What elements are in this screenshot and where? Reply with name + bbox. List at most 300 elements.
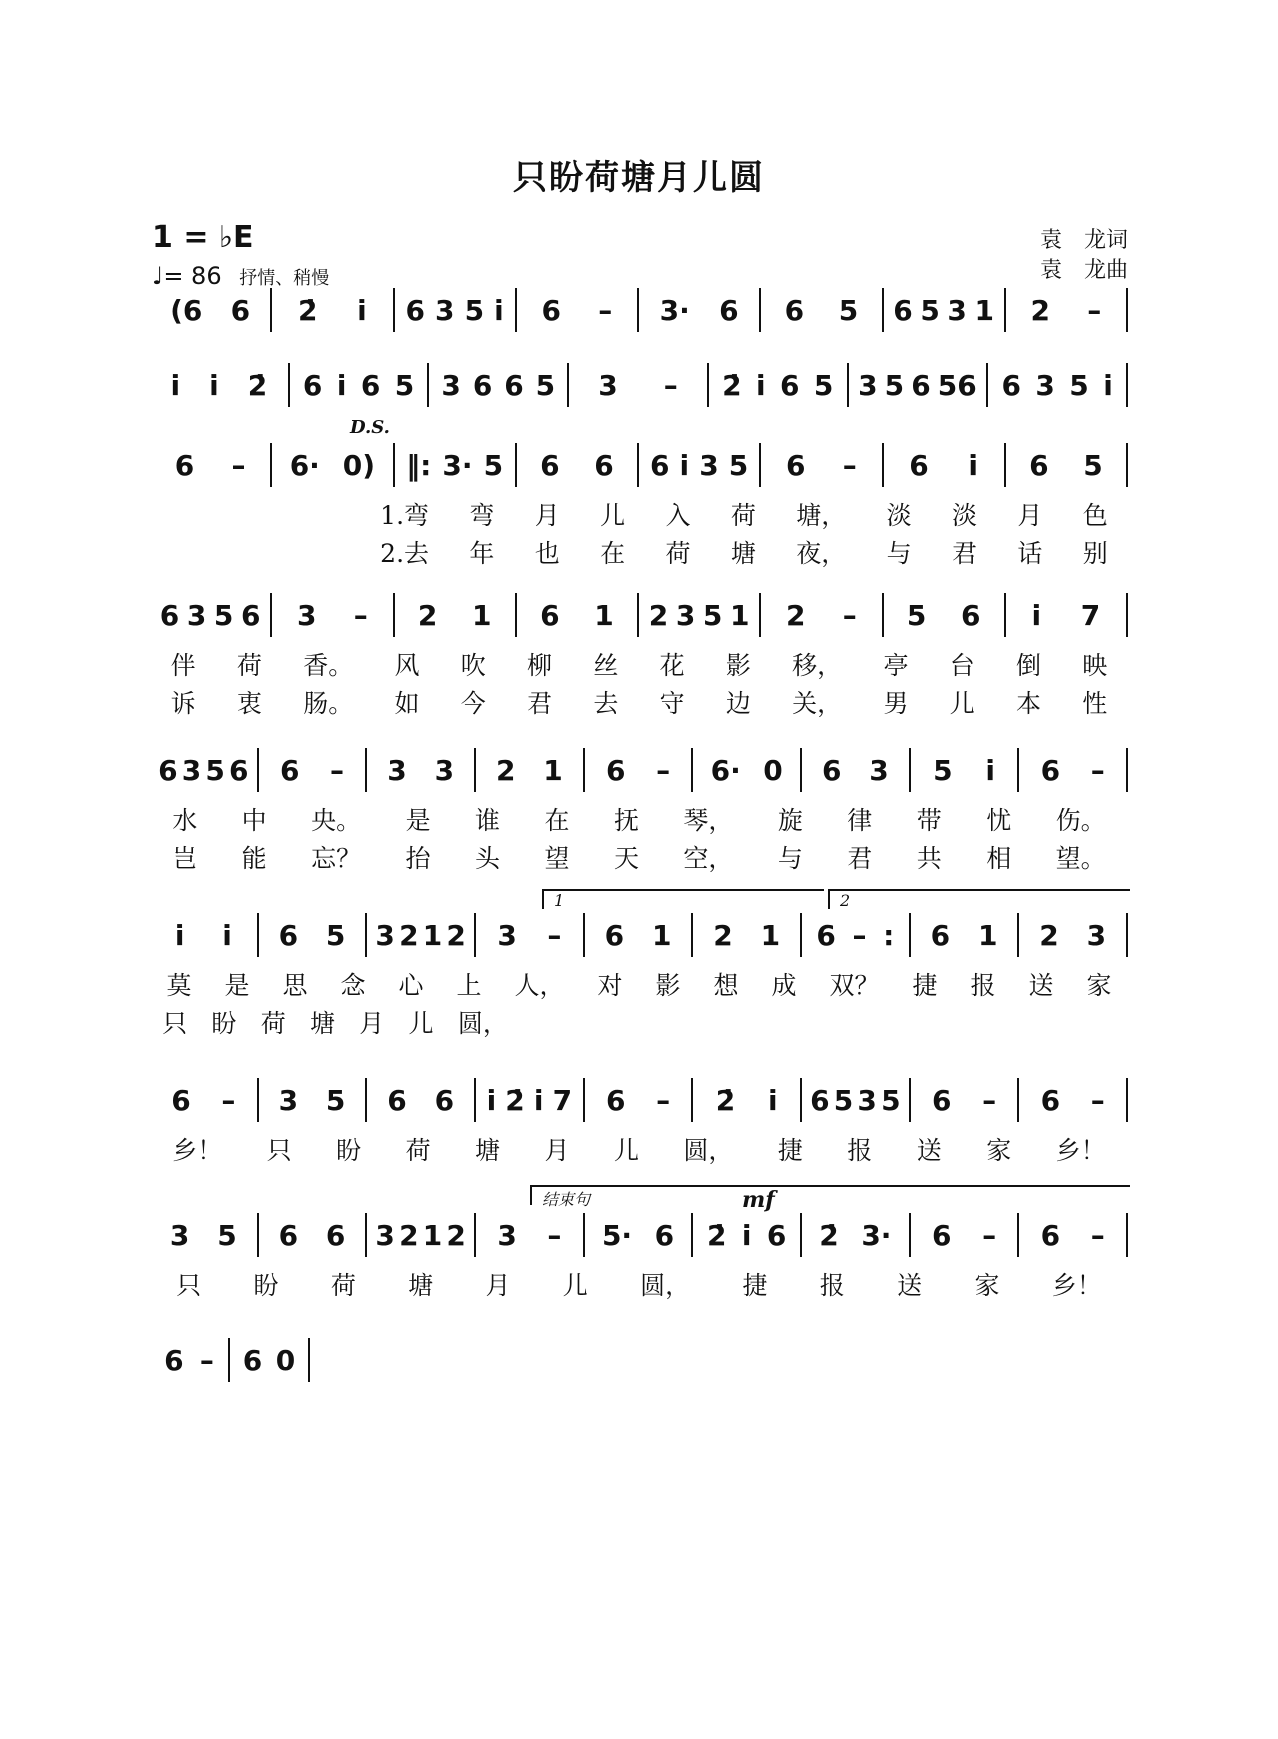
lyric-syllable: 荷	[330, 1271, 356, 1300]
measure	[230, 1344, 308, 1377]
note: 3	[375, 918, 395, 952]
note: 2	[399, 918, 419, 952]
note: 1	[977, 918, 998, 952]
lyric-syllable: 圆，	[640, 1271, 691, 1300]
lyric-syllable: 荷	[730, 501, 756, 530]
note: 5	[884, 368, 905, 402]
lyric-syllable: 心	[398, 971, 424, 1000]
note: 2	[446, 1218, 466, 1252]
lyric-syllable: 想	[713, 971, 739, 1000]
lyric-syllable: 年	[469, 539, 495, 568]
lyric-syllable: 诉	[170, 689, 196, 718]
notes-row	[150, 905, 1128, 965]
lyric-syllable: 律	[847, 806, 873, 835]
measure	[693, 754, 800, 787]
note: i̇	[486, 1083, 497, 1117]
lyric-syllable: 月	[359, 1009, 385, 1038]
note: 1	[974, 293, 994, 327]
note: 3	[169, 1218, 190, 1252]
measure	[761, 294, 881, 327]
lyric-syllable: 塘	[309, 1009, 335, 1038]
note: 1	[471, 598, 492, 632]
measure	[585, 754, 692, 787]
lyric-syllable: 弯	[469, 501, 495, 530]
note: i̇	[209, 368, 219, 402]
note: 2̇	[707, 1218, 727, 1252]
key-signature: 1 = ♭E	[152, 220, 254, 255]
notes-row	[150, 280, 1128, 340]
note: 6	[1029, 448, 1049, 482]
note: 2	[713, 918, 733, 952]
note: 1	[651, 918, 672, 952]
system-9	[150, 1330, 310, 1390]
lyric-syllable: 乡！	[1051, 1271, 1102, 1300]
note: 6	[654, 1218, 675, 1252]
measure	[1019, 1084, 1126, 1117]
note: –	[663, 368, 678, 402]
lyric-syllable: 色	[1082, 501, 1108, 530]
lyric-syllable: 儿	[408, 1009, 434, 1038]
measure	[150, 1344, 228, 1377]
note: –	[547, 918, 562, 952]
note: –	[982, 1083, 997, 1117]
note: 6	[911, 368, 931, 402]
note: 3	[497, 918, 517, 952]
lyric-syllable: 乡！	[172, 1136, 223, 1165]
note: 3	[296, 598, 317, 632]
note: –	[221, 1083, 236, 1117]
note: 5	[213, 598, 234, 632]
lyric-syllable: 伤。	[1055, 806, 1106, 835]
barline	[1126, 443, 1128, 487]
note: 6	[785, 448, 806, 482]
lyric-syllable: 忧	[986, 806, 1012, 835]
note: 3	[441, 368, 461, 402]
volta-2: 2	[828, 889, 1130, 909]
lyric-syllable: 人，	[514, 971, 565, 1000]
lyric-syllable: 是	[224, 971, 250, 1000]
note: 2	[648, 598, 669, 632]
measure	[709, 369, 847, 402]
measure	[395, 449, 515, 482]
note: 0	[275, 1343, 296, 1377]
lyric-syllable: 荷	[260, 1009, 286, 1038]
note: 3	[675, 598, 696, 632]
lyric-syllable: 盼	[253, 1271, 279, 1300]
note: 2	[1039, 918, 1059, 952]
note: 6	[909, 448, 929, 482]
measure	[150, 1084, 257, 1117]
lyric-syllable: 圆，	[457, 1009, 508, 1038]
lyric-syllable: 花	[659, 651, 685, 680]
measure	[585, 1219, 692, 1252]
measure	[272, 294, 392, 327]
note: 5	[813, 368, 834, 402]
lyric-syllable: 荷	[405, 1136, 431, 1165]
lyric-line-1	[150, 495, 1128, 533]
lyric-syllable: 共	[916, 844, 942, 873]
note: –	[1090, 753, 1105, 787]
note: 7	[552, 1083, 573, 1117]
lyric-syllable: 能	[241, 844, 267, 873]
note: 5	[838, 293, 859, 327]
measure	[1006, 449, 1126, 482]
note: (6	[170, 293, 203, 327]
lyric-syllable: 也	[534, 539, 560, 568]
note: 6	[821, 753, 842, 787]
note: –	[547, 1218, 562, 1252]
measure	[150, 919, 257, 952]
note: 7	[1080, 598, 1101, 632]
note: 2	[1030, 293, 1050, 327]
lyric-syllable: 带	[916, 806, 942, 835]
note: 3·	[861, 1218, 892, 1252]
measure	[150, 294, 270, 327]
note: 1	[422, 1218, 443, 1252]
lyric-syllable: 守	[659, 689, 685, 718]
lyric-syllable: 男	[883, 689, 909, 718]
measure	[988, 369, 1126, 402]
lyric-syllable: 圆，	[683, 1136, 734, 1165]
note: i̇	[679, 448, 690, 482]
measure	[802, 754, 909, 787]
measure	[911, 1084, 1018, 1117]
measure	[150, 369, 288, 402]
lyric-syllable: 影	[655, 971, 681, 1000]
system-3	[150, 417, 1128, 571]
note: –	[231, 448, 246, 482]
measure	[259, 1084, 366, 1117]
lyric-syllable: 盼	[336, 1136, 362, 1165]
notes-row	[150, 740, 1128, 800]
note: 2	[417, 598, 438, 632]
lyric-syllable: 与	[777, 844, 803, 873]
note: 6	[279, 753, 300, 787]
note: 1	[594, 598, 614, 632]
note: 6	[159, 598, 180, 632]
lyric-syllable: 衷	[236, 689, 262, 718]
lyric-syllable: 抬	[405, 844, 431, 873]
lyric-syllable: 风	[394, 651, 420, 680]
measure	[693, 1084, 800, 1117]
measure	[290, 369, 428, 402]
note: 5	[535, 368, 556, 402]
lyric-syllable: 柳	[527, 651, 553, 680]
measure	[802, 1219, 909, 1252]
system-8	[150, 1187, 1128, 1303]
measure	[517, 449, 637, 482]
measure	[517, 294, 637, 327]
note: 6	[540, 598, 560, 632]
lyric-syllable: 天	[613, 844, 639, 873]
lyric-line-2	[150, 683, 1128, 721]
note: i̇	[174, 918, 185, 952]
lyric-syllable: 抚	[613, 806, 639, 835]
measure	[884, 449, 1004, 482]
measure	[272, 599, 392, 632]
note: 2̇	[505, 1083, 525, 1117]
note: 5	[1069, 368, 1089, 402]
measure	[761, 599, 881, 632]
note: 5	[881, 1083, 901, 1117]
lyric-syllable: 荷	[236, 651, 262, 680]
lyric-syllable: 成	[771, 971, 797, 1000]
barline	[1126, 913, 1128, 957]
note: 6	[932, 1218, 952, 1252]
lyric-syllable: 边	[725, 689, 751, 718]
note: 1	[729, 598, 750, 632]
note: 3	[387, 753, 407, 787]
lyric-line-1	[150, 1265, 1128, 1303]
lyric-syllable: 话	[1017, 539, 1043, 568]
note: 3	[858, 368, 878, 402]
lyric-syllable: 琴，	[683, 806, 734, 835]
system-7	[150, 1070, 1128, 1168]
note: –	[1090, 1083, 1105, 1117]
lyric-syllable: 只	[266, 1136, 292, 1165]
barline	[1126, 593, 1128, 637]
barline	[1126, 363, 1128, 407]
note: 6	[504, 368, 524, 402]
note: 6	[719, 293, 739, 327]
note: 5	[394, 368, 415, 402]
note: 2̇	[247, 368, 268, 402]
lyric-syllable: 只	[162, 1009, 188, 1038]
lyric-syllable: 家	[1086, 971, 1112, 1000]
note: 5	[217, 1218, 237, 1252]
note: 6	[360, 368, 381, 402]
tempo-value: ♩= 86	[152, 262, 222, 290]
note: i̇	[336, 368, 347, 402]
lyric-syllable: 旋	[777, 806, 803, 835]
note: 6·	[289, 448, 320, 482]
note: ‖:	[406, 448, 432, 482]
lyric-syllable: 央。	[311, 806, 362, 835]
note: 5	[483, 448, 504, 482]
note: 3	[1086, 918, 1107, 952]
lyric-syllable: 儿	[562, 1271, 588, 1300]
lyric-syllable: 儿	[613, 1136, 639, 1165]
lyric-syllable: 思	[282, 971, 308, 1000]
measure	[911, 919, 1018, 952]
note: 5	[325, 1083, 346, 1117]
note: 5	[933, 753, 953, 787]
note: 6	[779, 368, 800, 402]
lyric-syllable: 捷	[742, 1271, 768, 1300]
lyric-syllable: 香。	[303, 651, 354, 680]
note: 6	[405, 293, 425, 327]
lyric-syllable: 月	[485, 1271, 511, 1300]
notes-row	[150, 435, 1128, 495]
note: i̇	[357, 293, 367, 327]
lyric-syllable: 对	[597, 971, 623, 1000]
measure	[272, 449, 392, 482]
lyric-syllable: 报	[819, 1271, 845, 1300]
notes-row	[150, 355, 1128, 415]
measure	[367, 919, 474, 952]
measure	[639, 449, 759, 482]
note: 1	[422, 918, 443, 952]
lyric-syllable: 送	[916, 1136, 942, 1165]
measure	[259, 1219, 366, 1252]
measure	[259, 754, 366, 787]
ds-marker: D.S.	[350, 417, 390, 438]
barline	[308, 1338, 310, 1382]
note: –	[656, 1083, 671, 1117]
note: 5·	[601, 1218, 633, 1252]
note: 0	[763, 753, 783, 787]
lyric-syllable: 本	[1016, 689, 1042, 718]
measure	[150, 599, 270, 632]
note: 3	[947, 293, 967, 327]
lyric-syllable: 塘	[475, 1136, 501, 1165]
note: –	[1087, 293, 1102, 327]
note: 6	[325, 1218, 346, 1252]
measure	[911, 1219, 1018, 1252]
system-6	[150, 891, 1128, 1041]
lyric-syllable: 望。	[1055, 844, 1106, 873]
note: 6	[242, 1343, 263, 1377]
lyric-line-2	[150, 533, 1128, 571]
lyric-syllable: 关，	[792, 689, 843, 718]
note: 6·	[710, 753, 741, 787]
measure	[884, 599, 1004, 632]
lyric-syllable: 淡	[952, 501, 978, 530]
note: 2̇	[722, 368, 742, 402]
note: –	[842, 448, 857, 482]
measure	[150, 1219, 257, 1252]
note: 3	[434, 753, 455, 787]
note: 6	[541, 293, 561, 327]
note: 6	[278, 918, 299, 952]
lyric-syllable: 1.弯	[380, 501, 430, 530]
note: 2	[446, 918, 466, 952]
note: –	[1090, 1218, 1105, 1252]
notes-row	[150, 1070, 1128, 1130]
measure	[517, 599, 637, 632]
note: 3	[857, 1083, 877, 1117]
system-5	[150, 740, 1128, 876]
composer: 袁 龙曲	[1039, 258, 1128, 283]
measure	[585, 1084, 692, 1117]
note: 5	[920, 293, 940, 327]
lyric-syllable: 双？	[829, 971, 880, 1000]
measure	[367, 754, 474, 787]
lyric-syllable: 倒	[1016, 651, 1042, 680]
lyric-syllable: 君	[952, 539, 978, 568]
tempo-marking: 抒情、稍慢	[239, 268, 330, 289]
note: –	[199, 1343, 214, 1377]
note: 6	[472, 368, 493, 402]
lyric-syllable: 丝	[593, 651, 619, 680]
note: 3	[181, 753, 202, 787]
note: 3	[497, 1218, 517, 1252]
lyric-syllable: 君	[527, 689, 553, 718]
measure	[367, 1084, 474, 1117]
lyric-syllable: 上	[456, 971, 482, 1000]
note: 6	[766, 1218, 787, 1252]
lyric-syllable: 月	[1017, 501, 1043, 530]
note: 5	[833, 1083, 854, 1117]
lyric-syllable: 念	[340, 971, 366, 1000]
notes-row	[150, 585, 1128, 645]
lyric-syllable: 望	[544, 844, 570, 873]
note: 6	[387, 1083, 407, 1117]
lyric-syllable: 入	[665, 501, 691, 530]
note: 6	[932, 1083, 952, 1117]
lyric-syllable: 头	[475, 844, 501, 873]
measure	[849, 369, 987, 402]
barline	[1126, 1213, 1128, 1257]
lyric-syllable: 与	[886, 539, 912, 568]
measure	[911, 754, 1018, 787]
lyric-syllable: 盼	[211, 1009, 237, 1038]
measure	[395, 294, 515, 327]
measure	[1019, 754, 1126, 787]
note: 2	[495, 753, 516, 787]
lyric-syllable: 影	[725, 651, 751, 680]
lyric-syllable: 月	[544, 1136, 570, 1165]
lyric-syllable: 吹	[460, 651, 486, 680]
note: –	[598, 293, 613, 327]
measure	[1006, 294, 1126, 327]
note: 6	[650, 448, 670, 482]
note: 6	[158, 753, 178, 787]
lyric-syllable: 空，	[683, 844, 734, 873]
note: –	[852, 918, 867, 952]
lyric-syllable: 淡	[886, 501, 912, 530]
note: 2̇	[298, 293, 318, 327]
note: 6	[240, 598, 261, 632]
lyric-line-2	[150, 1003, 520, 1041]
note: 1	[543, 753, 563, 787]
ending-bracket: 结束句	[530, 1185, 1130, 1205]
note: 3	[186, 598, 207, 632]
lyric-syllable: 只	[176, 1271, 202, 1300]
lyric-syllable: 水	[172, 806, 198, 835]
measure	[1006, 599, 1126, 632]
lyric-syllable: 君	[847, 844, 873, 873]
note: –	[330, 753, 345, 787]
note: i̇	[170, 368, 181, 402]
lyric-syllable: 肠。	[303, 689, 354, 718]
note: 5	[702, 598, 723, 632]
system-2	[150, 355, 1128, 415]
note: 3	[278, 1083, 299, 1117]
measure	[802, 1084, 909, 1117]
note: 3·	[659, 293, 690, 327]
barline	[1126, 748, 1128, 792]
volta-1: 1	[542, 889, 824, 909]
note: 5	[325, 918, 346, 952]
lyric-syllable: 乡！	[1055, 1136, 1106, 1165]
lyric-syllable: 夜，	[796, 539, 847, 568]
lyric-syllable: 别	[1082, 539, 1108, 568]
note: 5	[906, 598, 927, 632]
note: 5	[1083, 448, 1103, 482]
note: 6	[960, 598, 981, 632]
note: 2̇	[715, 1083, 736, 1117]
note: 6	[594, 448, 614, 482]
measure	[476, 919, 583, 952]
lyric-line-1	[150, 1130, 1128, 1168]
note: i̇	[768, 1083, 778, 1117]
lyric-syllable: 月	[534, 501, 560, 530]
note: 6	[784, 293, 805, 327]
lyric-syllable: 送	[1028, 971, 1054, 1000]
note: 6	[230, 293, 251, 327]
measure	[395, 599, 515, 632]
